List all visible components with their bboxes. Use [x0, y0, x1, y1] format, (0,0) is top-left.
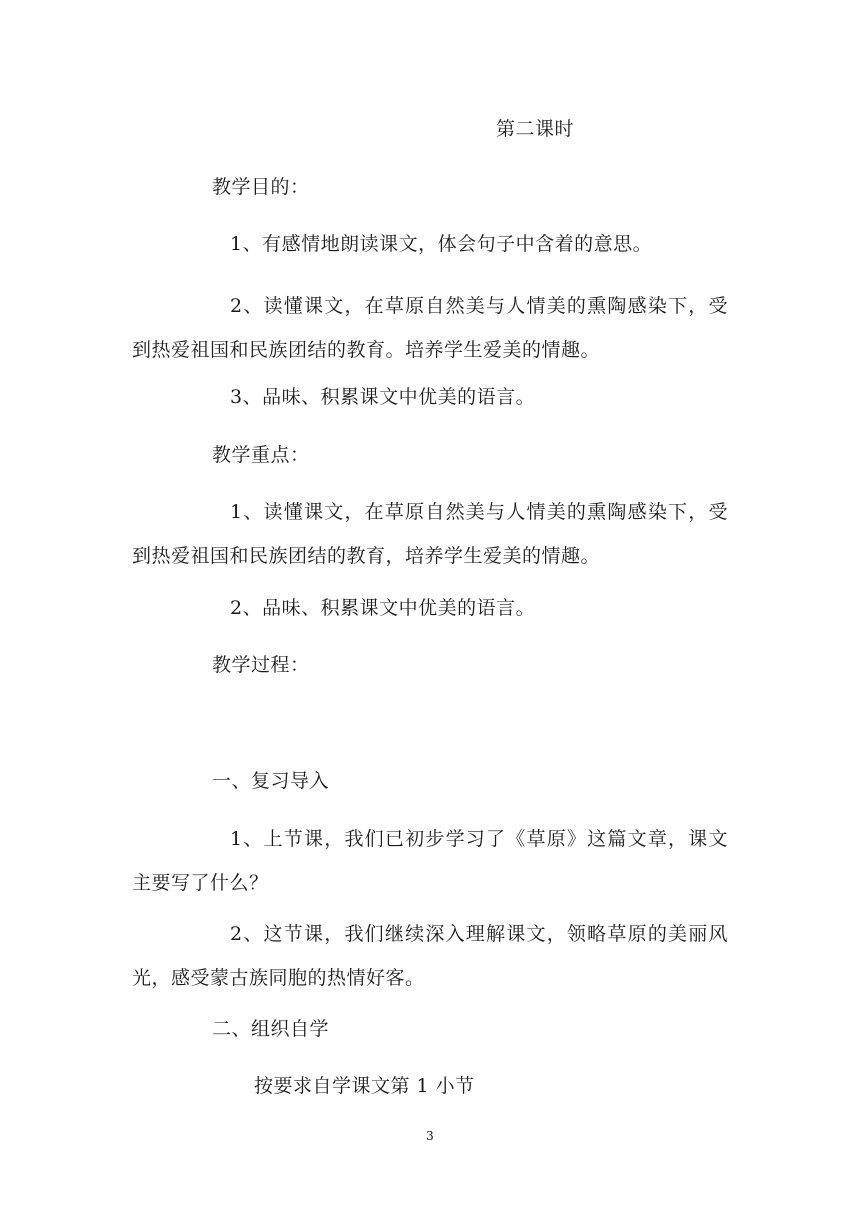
page-number: 3 [426, 1129, 434, 1143]
process-heading: 教学过程： [212, 654, 310, 676]
section-two-heading: 二、组织自学 [212, 1018, 330, 1040]
section-two-item-1: 按要求自学课文第 1 小节 [254, 1075, 475, 1097]
objective-item-3: 3、品味、积累课文中优美的语言。 [230, 386, 536, 408]
lesson-title: 第二课时 [496, 118, 575, 140]
key-point-item-1: 1、读懂课文，在草原自然美与人情美的熏陶感染下，受到热爱祖国和民族团结的教育，培养学生爱美的情趣。 [132, 501, 728, 567]
objective-item-2: 2、读懂课文，在草原自然美与人情美的熏陶感染下，受到热爱祖国和民族团结的教育。培养学生爱美的情趣。 [132, 295, 728, 361]
key-points-heading: 教学重点： [212, 444, 310, 466]
section-one-item-2: 2、这节课，我们继续深入理解课文，领略草原的美丽风光，感受蒙古族同胞的热情好客。 [132, 923, 728, 989]
objective-item-1: 1、有感情地朗读课文，体会句子中含着的意思。 [230, 233, 653, 255]
key-point-item-2: 2、品味、积累课文中优美的语言。 [230, 597, 536, 619]
section-one-heading: 一、复习导入 [212, 770, 330, 792]
section-one-item-1: 1、上节课，我们已初步学习了《草原》这篇文章，课文主要写了什么？ [132, 828, 728, 894]
objectives-heading: 教学目的： [212, 176, 310, 198]
